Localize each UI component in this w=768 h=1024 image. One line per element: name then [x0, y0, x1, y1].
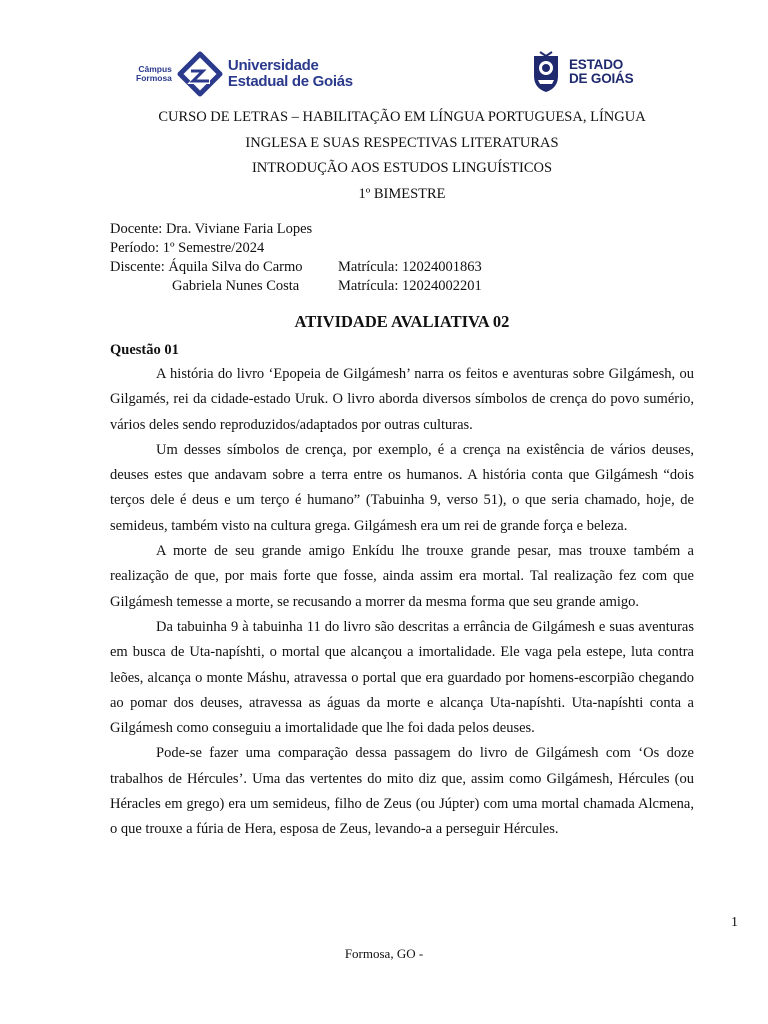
state-name-line2: DE GOIÁS [569, 71, 634, 86]
header-logos [110, 40, 658, 104]
university-name-line2: Estadual de Goiás [227, 73, 353, 90]
state-name-line1: ESTADO [569, 57, 624, 72]
campus-line1: Câmpus [138, 64, 172, 74]
matricula-2: Matrícula: 12024002201 [338, 278, 482, 294]
course-line-4: 1º BIMESTRE [358, 186, 446, 202]
footer: Formosa, GO - [344, 946, 424, 961]
paragraph: A história do livro ‘Epopeia de Gilgámesh’ narra os feitos e aventuras sobre Gilgámesh, ou Gilgamés, rei da cidade-estado Uruk. O livro aborda diversos símbolos de crença do povo sumério, vários deles sendo reproduzidos/adaptados por outras culturas. [110, 366, 694, 433]
paragraph: Da tabuinha 9 à tabuinha 11 do livro são descritas a errância de Gilgámesh e suas aventuras em busca de Uta-napíshti, o mortal que alcançou a imortalidade. Ele vaga pela estepe, luta contra leões, alcança o monte Máshu, atravessa o portal que era guardado por homens-escorpião chegando ao pomar dos deuses, atravessa as águas da morte e alcança Uta-napíshti. Uta-napíshti conta a Gilgámesh como conseguiu a imortalidade que lhe foi dada pelos deuses. [110, 618, 694, 737]
discente-row-2 [110, 277, 694, 295]
state-name [569, 58, 633, 86]
campus-label [136, 65, 172, 83]
university-name [228, 58, 353, 90]
university-name-line1: Universidade [227, 57, 319, 74]
discente-row-1 [110, 258, 694, 276]
document-body [110, 362, 694, 843]
course-line-2: INGLESA E SUAS RESPECTIVAS LITERATURAS [245, 135, 559, 151]
discente-2: Gabriela Nunes Costa [172, 278, 300, 294]
question-label: Questão 01 [110, 342, 179, 358]
matricula-1: Matrícula: 12024001863 [338, 259, 482, 275]
course-line-3: INTRODUÇÃO AOS ESTUDOS LINGUÍSTICOS [251, 160, 553, 176]
periodo: Período: 1º Semestre/2024 [110, 240, 265, 256]
page-number: 1 [731, 915, 738, 930]
campus-line2: Formosa [136, 73, 172, 83]
paragraph: Pode-se fazer uma comparação dessa passagem do livro de Gilgámesh com ‘Os doze trabalhos de Hércules’. Uma das vertentes do mito diz que, assim como Gilgámesh, Hércules (ou Héracles em grego) era um semideus, filho de Zeus (ou Júpter) com uma mortal chamada Alcmena, o que trouxe a fúria de Hera, esposa de Zeus, levando-a a perseguir Hércules. [110, 745, 694, 838]
docente: Docente: Dra. Viviane Faria Lopes [110, 221, 313, 237]
discente-1: Discente: Áquila Silva do Carmo [110, 259, 303, 275]
state-crest-icon [526, 50, 566, 94]
paragraph: A morte de seu grande amigo Enkídu lhe trouxe grande pesar, mas trouxe também a realização de que, por mais forte que fosse, ainda assim era mortal. Tal realização fez com que Gilgámesh temesse a morte, se recusando a morrer da mesma forma que seu grande amigo. [110, 543, 694, 610]
paragraph: Um desses símbolos de crença, por exemplo, é a crença na existência de vários deuses, deuses estes que andavam sobre a terra entre os humanos. A história conta que Gilgámesh “dois terços dele é deus e um terço é humano” (Tabuinha 9, verso 51), o que seria chamado, hoje, de semideus, também visto na cultura grega. Gilgámesh era um rei de grande força e beleza. [110, 441, 694, 534]
state-government-logo [526, 50, 633, 94]
university-logo [136, 50, 353, 98]
university-mark-icon [176, 50, 224, 98]
course-line-1: CURSO DE LETRAS – HABILITAÇÃO EM LÍNGUA PORTUGUESA, LÍNGUA [158, 109, 646, 125]
activity-title: ATIVIDADE AVALIATIVA 02 [294, 312, 510, 331]
